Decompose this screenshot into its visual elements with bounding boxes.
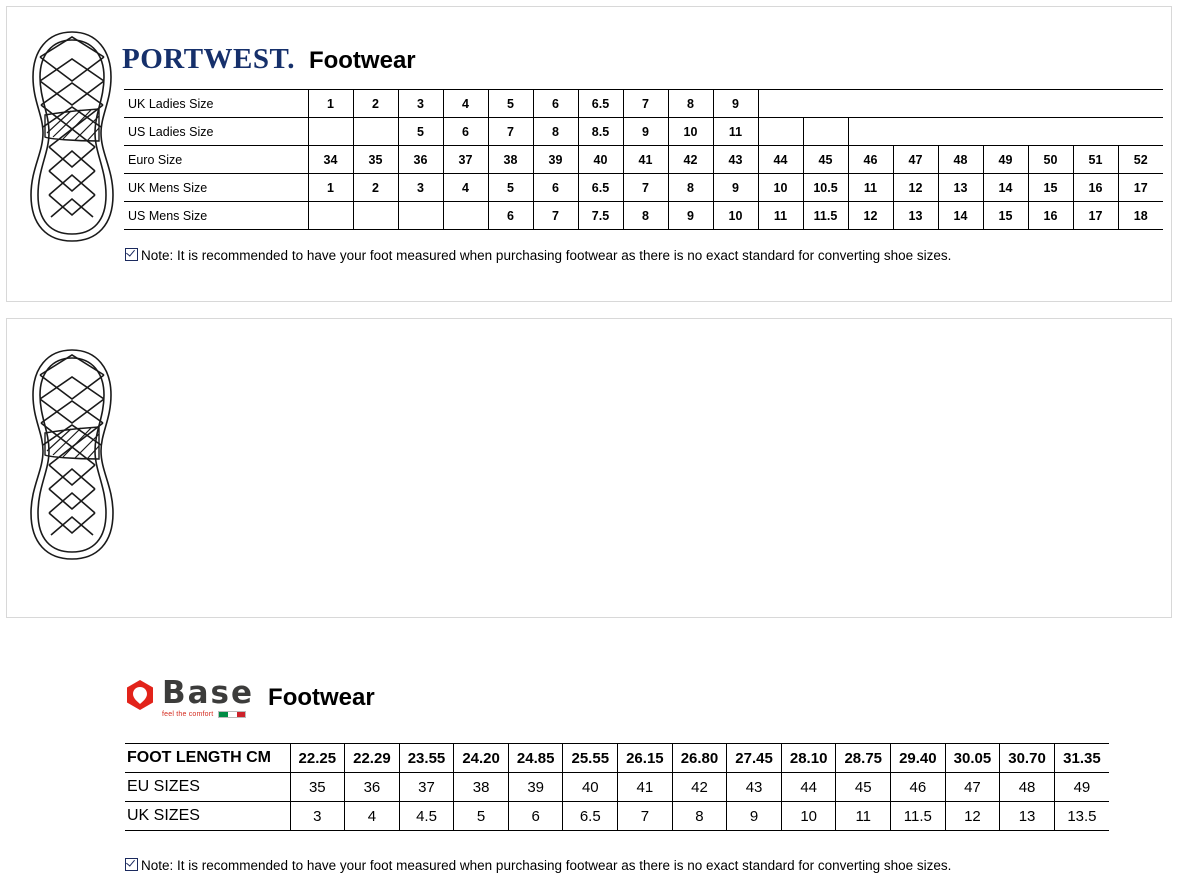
table-cell: 24.85 <box>508 744 563 773</box>
table-row <box>125 773 1109 802</box>
table-cell: 7 <box>623 90 668 118</box>
table-cell: 14 <box>983 174 1028 202</box>
table-cell: 41 <box>618 773 673 802</box>
table-cell: 6 <box>443 118 488 146</box>
table-cell: 34 <box>308 146 353 174</box>
table-cell <box>353 118 398 146</box>
table-cell <box>938 118 983 146</box>
table-cell: 10 <box>713 202 758 230</box>
table-cell: 12 <box>848 202 893 230</box>
check-box-icon <box>125 858 138 871</box>
table-row <box>124 202 1163 230</box>
table-cell: 44 <box>758 146 803 174</box>
table-cell: 42 <box>672 773 727 802</box>
table-row <box>124 174 1163 202</box>
table-cell <box>398 202 443 230</box>
table-cell: 4 <box>443 174 488 202</box>
base-note-text: Note: It is recommended to have your foot measured when purchasing footwear as there is no exact standard for converting shoe sizes. <box>141 858 952 873</box>
row-label: Euro Size <box>124 146 308 174</box>
base-tagline: feel the comfort <box>162 710 214 718</box>
table-cell: 51 <box>1073 146 1118 174</box>
table-cell: 39 <box>533 146 578 174</box>
table-row <box>124 90 1163 118</box>
table-cell <box>1073 118 1118 146</box>
portwest-note-text: Note: It is recommended to have your foot measured when purchasing footwear as there is no exact standard for converting shoe sizes. <box>141 248 952 263</box>
portwest-size-chart-panel <box>6 6 1172 302</box>
table-cell: 36 <box>345 773 400 802</box>
table-cell: 24.20 <box>454 744 509 773</box>
portwest-logo: PORTWEST. <box>122 43 295 75</box>
table-cell: 45 <box>803 146 848 174</box>
table-cell: 8 <box>668 90 713 118</box>
table-cell: 35 <box>290 773 345 802</box>
table-cell: 8 <box>533 118 578 146</box>
table-cell <box>1028 118 1073 146</box>
table-cell: 35 <box>353 146 398 174</box>
table-cell: 12 <box>945 802 1000 831</box>
table-cell: 5 <box>488 90 533 118</box>
table-cell: 41 <box>623 146 668 174</box>
table-cell: 13 <box>893 202 938 230</box>
table-cell: 26.80 <box>672 744 727 773</box>
table-cell <box>353 202 398 230</box>
table-cell: 10.5 <box>803 174 848 202</box>
table-cell: 9 <box>713 90 758 118</box>
base-size-chart-panel <box>6 318 1172 873</box>
table-cell: 52 <box>1118 146 1163 174</box>
table-cell: 27.45 <box>727 744 782 773</box>
table-cell: 11 <box>848 174 893 202</box>
table-cell: 8.5 <box>578 118 623 146</box>
table-cell <box>803 118 848 146</box>
table-cell: 5 <box>454 802 509 831</box>
table-cell <box>443 202 488 230</box>
table-cell: 43 <box>727 773 782 802</box>
table-cell: 6.5 <box>578 90 623 118</box>
table-cell <box>758 118 803 146</box>
base-size-table <box>125 743 1109 831</box>
table-cell <box>758 90 803 118</box>
table-cell: 8 <box>623 202 668 230</box>
table-cell: 47 <box>945 773 1000 802</box>
base-category-title: Footwear <box>268 684 375 712</box>
table-cell: 9 <box>713 174 758 202</box>
shoe-sole-illustration <box>27 29 117 244</box>
base-header <box>125 675 375 718</box>
table-cell: 1 <box>308 90 353 118</box>
table-cell <box>893 90 938 118</box>
table-cell: 13 <box>938 174 983 202</box>
table-cell: 7 <box>488 118 533 146</box>
table-row <box>124 146 1163 174</box>
table-cell: 4 <box>443 90 488 118</box>
table-cell: 47 <box>893 146 938 174</box>
table-row <box>124 118 1163 146</box>
table-cell: 40 <box>578 146 623 174</box>
table-row <box>125 802 1109 831</box>
table-cell: 49 <box>983 146 1028 174</box>
table-cell: 11 <box>836 802 891 831</box>
row-label: FOOT LENGTH CM <box>125 744 290 773</box>
row-label: EU SIZES <box>125 773 290 802</box>
base-note <box>125 857 951 873</box>
table-cell: 17 <box>1073 202 1118 230</box>
table-cell: 2 <box>353 90 398 118</box>
table-cell: 6 <box>488 202 533 230</box>
table-cell: 11.5 <box>803 202 848 230</box>
shoe-sole-illustration <box>27 347 117 562</box>
table-cell: 10 <box>758 174 803 202</box>
table-cell <box>803 90 848 118</box>
table-cell: 1 <box>308 174 353 202</box>
table-cell: 8 <box>672 802 727 831</box>
table-cell: 22.25 <box>290 744 345 773</box>
table-cell: 45 <box>836 773 891 802</box>
table-cell: 12 <box>893 174 938 202</box>
italian-flag-icon <box>218 711 246 718</box>
row-label: US Mens Size <box>124 202 308 230</box>
table-cell: 5 <box>488 174 533 202</box>
table-cell: 5 <box>398 118 443 146</box>
table-cell: 6 <box>508 802 563 831</box>
table-cell: 11.5 <box>891 802 946 831</box>
table-cell: 31.35 <box>1054 744 1109 773</box>
table-row <box>125 744 1109 773</box>
table-cell: 10 <box>668 118 713 146</box>
table-cell: 7.5 <box>578 202 623 230</box>
table-cell: 13 <box>1000 802 1055 831</box>
base-logo-word: Base <box>162 675 255 711</box>
table-cell: 3 <box>398 174 443 202</box>
table-cell: 42 <box>668 146 713 174</box>
table-cell: 7 <box>618 802 673 831</box>
table-cell: 9 <box>727 802 782 831</box>
table-cell: 2 <box>353 174 398 202</box>
table-cell: 48 <box>1000 773 1055 802</box>
table-cell: 13.5 <box>1054 802 1109 831</box>
table-cell: 3 <box>398 90 443 118</box>
table-cell: 38 <box>454 773 509 802</box>
table-cell: 28.10 <box>781 744 836 773</box>
table-cell: 8 <box>668 174 713 202</box>
table-cell: 40 <box>563 773 618 802</box>
table-cell <box>1118 118 1163 146</box>
table-cell: 46 <box>891 773 946 802</box>
table-cell: 7 <box>623 174 668 202</box>
table-cell: 16 <box>1028 202 1073 230</box>
table-cell: 23.55 <box>399 744 454 773</box>
table-cell: 37 <box>399 773 454 802</box>
row-label: UK Mens Size <box>124 174 308 202</box>
table-cell <box>938 90 983 118</box>
row-label: UK Ladies Size <box>124 90 308 118</box>
table-cell: 17 <box>1118 174 1163 202</box>
table-cell: 9 <box>623 118 668 146</box>
table-cell <box>848 118 893 146</box>
table-cell: 14 <box>938 202 983 230</box>
portwest-category-title: Footwear <box>308 47 416 74</box>
table-cell: 7 <box>533 202 578 230</box>
table-cell: 46 <box>848 146 893 174</box>
table-cell: 9 <box>668 202 713 230</box>
base-logo <box>125 675 255 718</box>
table-cell: 6.5 <box>578 174 623 202</box>
table-cell: 26.15 <box>618 744 673 773</box>
table-cell: 44 <box>781 773 836 802</box>
portwest-header <box>122 45 416 74</box>
table-cell: 15 <box>983 202 1028 230</box>
table-cell: 29.40 <box>891 744 946 773</box>
table-cell: 50 <box>1028 146 1073 174</box>
table-cell: 11 <box>758 202 803 230</box>
row-label: US Ladies Size <box>124 118 308 146</box>
table-cell: 6 <box>533 90 578 118</box>
hexagon-logo-icon <box>125 679 155 711</box>
table-cell: 18 <box>1118 202 1163 230</box>
table-cell: 16 <box>1073 174 1118 202</box>
table-cell: 25.55 <box>563 744 618 773</box>
table-cell: 15 <box>1028 174 1073 202</box>
table-cell: 48 <box>938 146 983 174</box>
table-cell <box>848 90 893 118</box>
portwest-size-table <box>124 89 1163 230</box>
table-cell: 6.5 <box>563 802 618 831</box>
table-cell: 10 <box>781 802 836 831</box>
table-cell: 38 <box>488 146 533 174</box>
table-cell: 37 <box>443 146 488 174</box>
table-cell <box>308 118 353 146</box>
table-cell: 3 <box>290 802 345 831</box>
table-cell: 43 <box>713 146 758 174</box>
table-cell: 4 <box>345 802 400 831</box>
table-cell: 28.75 <box>836 744 891 773</box>
table-cell: 4.5 <box>399 802 454 831</box>
table-cell <box>308 202 353 230</box>
table-cell: 22.29 <box>345 744 400 773</box>
portwest-note <box>125 247 951 263</box>
table-cell: 30.70 <box>1000 744 1055 773</box>
table-cell: 30.05 <box>945 744 1000 773</box>
table-cell <box>1028 90 1073 118</box>
table-cell: 39 <box>508 773 563 802</box>
table-cell <box>983 118 1028 146</box>
table-cell <box>1118 90 1163 118</box>
table-cell: 11 <box>713 118 758 146</box>
check-box-icon <box>125 248 138 261</box>
table-cell: 6 <box>533 174 578 202</box>
table-cell: 36 <box>398 146 443 174</box>
table-cell <box>1073 90 1118 118</box>
table-cell <box>893 118 938 146</box>
table-cell: 49 <box>1054 773 1109 802</box>
table-cell <box>983 90 1028 118</box>
row-label: UK SIZES <box>125 802 290 831</box>
